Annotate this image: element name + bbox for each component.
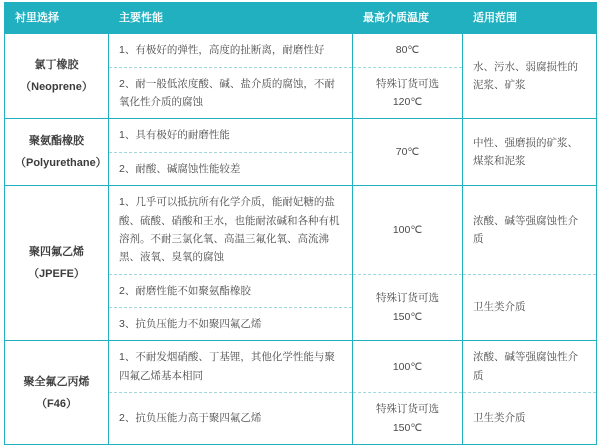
- scope-text: [463, 393, 597, 445]
- scope-line1: 卫生类介质: [473, 412, 526, 425]
- performance-text: 1、具有极好的耐磨性能: [109, 119, 353, 152]
- lining-name-line2: （F46）: [36, 397, 77, 410]
- table-row: [5, 341, 597, 393]
- performance-text: 3、抗负压能力不如聚四氟乙烯: [109, 308, 353, 341]
- scope-text: [463, 186, 597, 275]
- performance-text: 1、有极好的弹性，高度的扯断离，耐磨性好: [109, 34, 353, 67]
- scope-line2: 煤浆和泥浆: [473, 155, 526, 168]
- lining-name-line1: 聚全氟乙丙烯: [23, 375, 90, 388]
- lining-name-line1: 聚氨酯橡胶: [29, 135, 84, 148]
- max-temp-value: [353, 119, 463, 186]
- column-header-lining: 衬里选择: [5, 3, 109, 34]
- performance-text: 2、耐酸、碱腐蚀性能较差: [109, 152, 353, 185]
- lining-selection-table: [4, 2, 597, 445]
- max-temp-line1: 100℃: [392, 360, 423, 373]
- column-header-max-temp: 最高介质温度: [353, 3, 463, 34]
- scope-line1: 中性、强磨损的矿浆、: [473, 136, 578, 149]
- scope-line2: 质: [473, 232, 484, 245]
- max-temp-line2: 120℃: [392, 96, 423, 109]
- table-row: [5, 186, 597, 275]
- table-header: [5, 3, 597, 34]
- scope-text: [463, 341, 597, 393]
- column-header-scope: 适用范围: [463, 3, 597, 34]
- performance-text: 1、不耐发烟硝酸、丁基锂，其他化学性能与聚四氟乙烯基本相同: [109, 341, 353, 393]
- max-temp-value: [353, 274, 463, 341]
- scope-line2: 泥浆、矿浆: [473, 79, 526, 92]
- scope-line2: 质: [473, 369, 484, 382]
- max-temp-value: [353, 341, 463, 393]
- lining-name-jpefe: [5, 186, 109, 341]
- performance-text: 1、几乎可以抵抗所有化学介质，能耐妃糖的盐酸、硫酸、硝酸和王水，也能耐浓碱和各种有机溶剂。不耐三氯化氧、高温三氟化氧、高流沸黑、液氧、臭氧的腐蚀: [109, 186, 353, 275]
- performance-text: 2、抗负压能力高于聚四氟乙烯: [109, 393, 353, 445]
- max-temp-line1: 特殊订货可选: [376, 403, 439, 416]
- lining-name-line1: 聚四氟乙烯: [29, 246, 84, 259]
- max-temp-line1: 特殊订货可选: [376, 292, 439, 305]
- max-temp-value: [353, 67, 463, 119]
- scope-line1: 水、污水、弱腐损性的: [473, 60, 578, 73]
- table-body: [5, 34, 597, 445]
- performance-text: 2、耐磨性能不如聚氨酯橡胶: [109, 274, 353, 307]
- lining-name-neoprene: [5, 34, 109, 119]
- scope-text: [463, 274, 597, 341]
- scope-line1: 浓酸、碱等强腐蚀性介: [473, 214, 578, 227]
- scope-text-neoprene: [463, 34, 597, 119]
- column-header-performance: 主要性能: [109, 3, 353, 34]
- max-temp-line2: 150℃: [392, 421, 423, 434]
- table-row: [5, 119, 597, 152]
- performance-text: 2、耐一般低浓度酸、碱、盐介质的腐蚀，不耐氧化性介质的腐蚀: [109, 67, 353, 119]
- max-temp-value: [353, 34, 463, 67]
- max-temp-value: [353, 186, 463, 275]
- table-header-row: [5, 3, 597, 34]
- lining-name-line2: （Neoprene）: [20, 81, 93, 94]
- max-temp-line1: 特殊订货可选: [376, 77, 439, 90]
- max-temp-line1: 70℃: [395, 146, 420, 159]
- scope-text-polyurethane: [463, 119, 597, 186]
- max-temp-line1: 80℃: [395, 44, 420, 57]
- max-temp-line1: 100℃: [392, 223, 423, 236]
- lining-name-line2: （JPEFE）: [28, 268, 85, 281]
- scope-line1: 卫生类介质: [473, 301, 526, 314]
- lining-name-polyurethane: [5, 119, 109, 186]
- lining-name-f46: [5, 341, 109, 445]
- lining-name-line2: （Polyurethane）: [15, 157, 107, 170]
- max-temp-value: [353, 393, 463, 445]
- max-temp-line2: 150℃: [392, 310, 423, 323]
- table-row: [5, 34, 597, 67]
- scope-line1: 浓酸、碱等强腐蚀性介: [473, 351, 578, 364]
- lining-name-line1: 氯丁橡胶: [34, 59, 79, 72]
